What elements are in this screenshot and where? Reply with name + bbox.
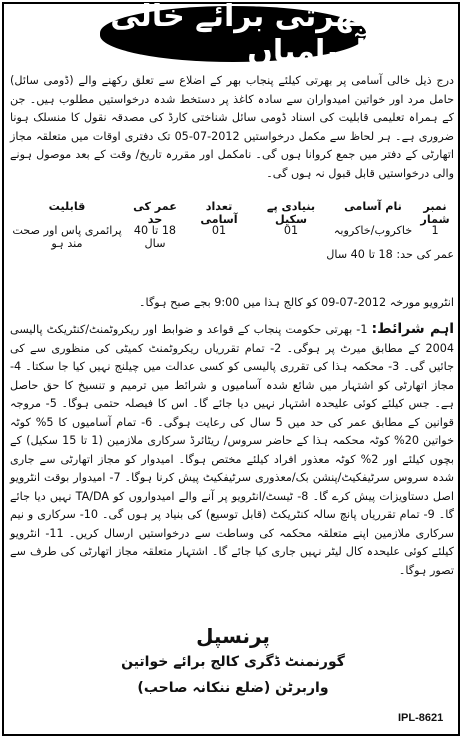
header-serial: نمبر شمار [420,200,450,226]
cell-post-count: 01 [211,224,227,237]
cell-age-limit: 18 تا 40 سال [133,224,177,250]
headline-banner [100,0,366,69]
intro-paragraph: درج ذیل خالی آسامی پر بھرتی کیلئے پنجاب بھر کے اضلاع سے تعلق رکھنے والے (ڈومی سائل) حامل مرد اور خواتین امیدواران سے سادہ کاغذ پر دستخط شدہ درخواستیں مطلوب ہیں۔ جن کے ہمراہ تعلیمی قابلیت کی اسناد ڈومی سائل شناختی کارڈ کی مصدقہ نقول کا منسلک ہونا ضروری ہے۔ ہر لحاظ سے مکمل درخواستیں 2012-07-05 تک دفتری اوقات میں متعلقہ مجاز اتھارٹی کے دفتر میں جمع کروانا ہوں گی۔ نامکمل اور مقررہ تاریخ/ وقت کے بعد موصول ہونے والی درخواستیں قابل قبول نہ ہوں گی۔ [10,74,454,180]
reference-number: IPL-8621 [398,712,444,724]
header-post-count: تعداد آسامی [200,200,238,226]
principal-title: پرنسپل [196,624,270,648]
cell-pay-scale: 01 [283,224,299,237]
college-name: گورنمنٹ ڈگری کالج برائے خواتین [121,654,345,670]
header-qualification: قابلیت [48,200,86,213]
terms-text: 1- بھرتی حکومت پنجاب کے قواعد و ضوابط اور ریکروٹمنٹ/کنٹریکٹ پالیسی 2004 کے مطابق میرٹ پر ہوگی۔ 2- تمام تقرریاں ریکروٹمنٹ کمیٹی کی منظوری سے کی جائیں گی۔ 3- محکمہ ہذا کی تقرری پالیسی کو کسی عدالت میں چیلنج نہیں کیا جا سکتا۔ 4- مجاز اتھارٹی کو اشتہار میں شائع شدہ آسامیوں و شرائط میں ترمیم و تنسیخ کا حق حاصل ہے۔ جس کیلئے کوئی علیحدہ اشتہار نہیں دیا جائے گا۔ اس کا فیصلہ حتمی ہوگا۔ 5- مروجہ قوانین کے مطابق عمر کی حد میں 5 سال کی رعایت ہوگی۔ 6- تمام آسامیوں کا 5% کوٹہ خواتین 20% کوٹہ محکمہ ہذا کے حاضر سروس/ ریٹائرڈ سرکاری ملازمین (1 تا 15 سکیل) کے بچوں کیلئے اور 2% کوٹہ معذور افراد کیلئے مختص ہوگا۔ امیدوار کو مجاز اتھارٹی سے جاری شدہ سروس سرٹیفکیٹ/پنشن بک/معذوری سرٹیفکیٹ پیش کرنا ہوگا۔ 7- امیدوار بوقت انٹرویو اصل دستاویزات پیش کرے گا۔ 8- ٹیسٹ/انٹرویو پر آنے والے امیدواروں کو TA/DA نہیں دیا جائے گا۔ 9- تمام تقرریاں پانچ سالہ کنٹریکٹ (قابل توسیع) کی بنیاد پر ہوں گی۔ 10- سرکاری و نیم سرکاری ملازمین اپنے متعلقہ محکمہ کی وساطت سے درخواستیں ارسال کریں۔ 11- انٹرویو کیلئے کوئی علیحدہ کال لیٹر نہیں جاری کیا جائے گا۔ اشتہار متعلقہ مجاز اتھارٹی کی طرف سے تصور ہوگا۔ [10,323,455,577]
cell-qualification: پرائمری پاس اور صحت مند ہو [12,224,122,250]
age-limit-note: عمر کی حد: 18 تا 40 سال [326,248,454,261]
terms-section [10,320,454,580]
terms-title: اہم شرائط: [371,321,455,337]
headline-title: بھرتی برائے خالی آسامیاں [110,0,366,69]
header-age-limit: عمر کی حد [133,200,177,226]
header-pay-scale: بنیادی پے سکیل [266,200,316,226]
cell-post-name: خاکروب/خاکروبہ [333,224,413,237]
posts-table-header [10,200,454,226]
cell-serial: 1 [431,224,439,237]
table-row [10,224,454,250]
header-post-name: نام آسامی [344,200,402,213]
interview-date: انٹرویو مورخہ 2012-07-09 کو کالج ہذا میں 9:00 بجے صبح ہوگا۔ [139,296,454,309]
college-address: واربرٹن (ضلع ننکانہ صاحب) [137,680,329,696]
